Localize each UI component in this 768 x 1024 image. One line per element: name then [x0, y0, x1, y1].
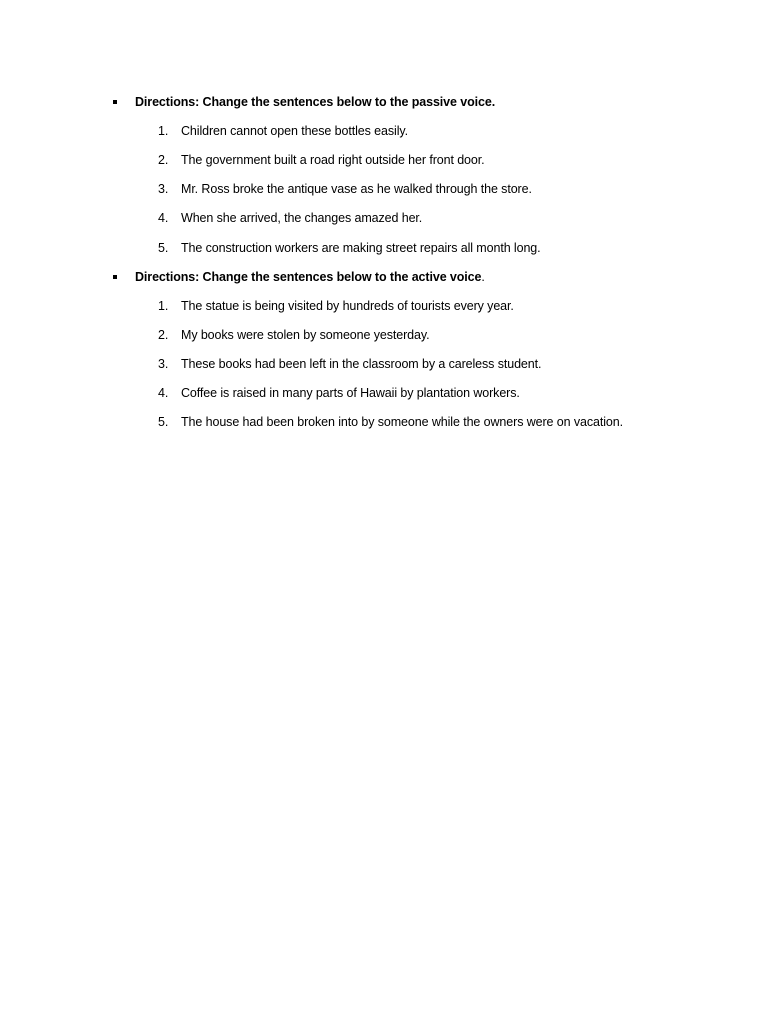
directions-text: Directions: Change the sentences below to the active voice. [135, 270, 485, 284]
item-text: Children cannot open these bottles easily. [181, 124, 408, 138]
item-number: 2. [158, 153, 169, 167]
item-number: 4. [158, 386, 169, 400]
item-number: 1. [158, 124, 169, 138]
item-number: 1. [158, 299, 169, 313]
item-text: Coffee is raised in many parts of Hawaii by plantation workers. [181, 386, 520, 400]
directions-passive [113, 93, 495, 111]
item-number: 5. [158, 415, 169, 429]
item-text: These books had been left in the classroom by a careless student. [181, 357, 542, 371]
item-number: 4. [158, 211, 169, 225]
list-item [158, 413, 623, 431]
item-text: The house had been broken into by someone while the owners were on vacation. [181, 415, 623, 429]
directions-active [113, 268, 485, 286]
list-item [158, 151, 485, 169]
list-item [158, 297, 514, 315]
item-text: When she arrived, the changes amazed her. [181, 211, 423, 225]
list-item [158, 122, 408, 140]
list-item [158, 239, 541, 257]
item-number: 2. [158, 328, 169, 342]
item-number: 3. [158, 182, 169, 196]
item-text: Mr. Ross broke the antique vase as he walked through the store. [181, 182, 532, 196]
bullet-icon [113, 275, 117, 279]
list-item [158, 180, 532, 198]
list-item [158, 326, 429, 344]
bullet-icon [113, 100, 117, 104]
directions-text: Directions: Change the sentences below to the passive voice. [135, 95, 496, 109]
list-item [158, 209, 422, 227]
item-number: 3. [158, 357, 169, 371]
item-text: The construction workers are making street repairs all month long. [181, 241, 541, 255]
item-text: The statue is being visited by hundreds of tourists every year. [181, 299, 514, 313]
list-item [158, 355, 541, 373]
item-text: My books were stolen by someone yesterday. [181, 328, 430, 342]
item-text: The government built a road right outside her front door. [181, 153, 485, 167]
item-number: 5. [158, 241, 169, 255]
list-item [158, 384, 520, 402]
